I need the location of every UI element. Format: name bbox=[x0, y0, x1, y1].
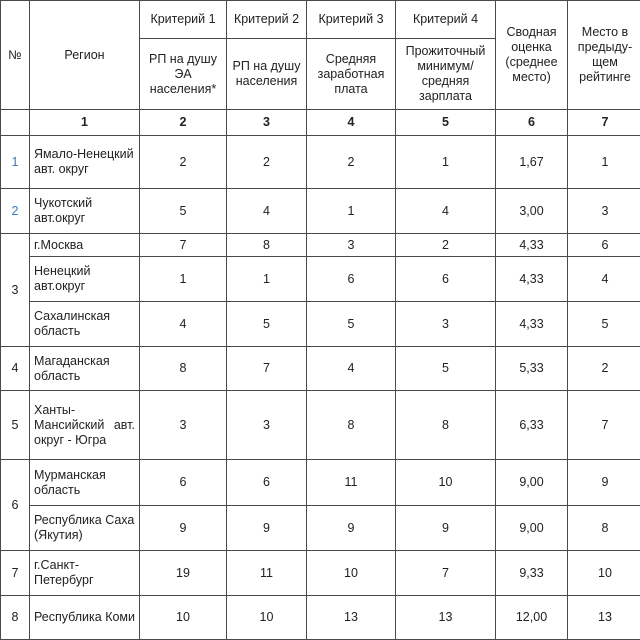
column-number: 6 bbox=[496, 110, 568, 136]
criterion-3-cell: 10 bbox=[307, 551, 396, 596]
criterion-3-cell: 5 bbox=[307, 302, 396, 347]
header-criterion-2: Критерий 2 bbox=[227, 1, 307, 39]
criterion-2-cell: 6 bbox=[227, 460, 307, 506]
region-cell: Республика Коми bbox=[30, 596, 140, 640]
header-criterion-1-desc: РП на душу ЭА населения* bbox=[140, 39, 227, 110]
criterion-1-cell: 19 bbox=[140, 551, 227, 596]
criterion-3-cell: 3 bbox=[307, 234, 396, 257]
summary-cell: 5,33 bbox=[496, 347, 568, 391]
header-summary: Сводная оценка (среднее место) bbox=[496, 1, 568, 110]
header-criterion-4-desc: Прожиточный минимум/ средняя зарплата bbox=[396, 39, 496, 110]
criterion-1-cell: 1 bbox=[140, 257, 227, 302]
previous-place-cell: 9 bbox=[568, 460, 640, 506]
column-number: 3 bbox=[227, 110, 307, 136]
criterion-4-cell: 4 bbox=[396, 189, 496, 234]
table-row bbox=[1, 257, 640, 302]
criterion-2-cell: 1 bbox=[227, 257, 307, 302]
header-previous-place: Место в предыду-щем рейтинге bbox=[568, 1, 640, 110]
criterion-3-cell: 11 bbox=[307, 460, 396, 506]
summary-cell: 9,33 bbox=[496, 551, 568, 596]
table-row bbox=[1, 391, 640, 460]
summary-cell: 1,67 bbox=[496, 136, 568, 189]
criterion-2-cell: 2 bbox=[227, 136, 307, 189]
criterion-4-cell: 13 bbox=[396, 596, 496, 640]
criterion-1-cell: 4 bbox=[140, 302, 227, 347]
summary-cell: 4,33 bbox=[496, 257, 568, 302]
column-number: 2 bbox=[140, 110, 227, 136]
rank-cell: 1 bbox=[1, 136, 30, 189]
table-row bbox=[1, 551, 640, 596]
criterion-4-cell: 1 bbox=[396, 136, 496, 189]
column-number: 4 bbox=[307, 110, 396, 136]
header-row-criteria bbox=[1, 1, 640, 39]
criterion-4-cell: 8 bbox=[396, 391, 496, 460]
region-cell: г.Санкт-Петербург bbox=[30, 551, 140, 596]
header-region: Регион bbox=[30, 1, 140, 110]
criterion-4-cell: 10 bbox=[396, 460, 496, 506]
criterion-2-cell: 3 bbox=[227, 391, 307, 460]
summary-cell: 4,33 bbox=[496, 234, 568, 257]
rank-cell: 4 bbox=[1, 347, 30, 391]
rank-cell: 6 bbox=[1, 460, 30, 551]
criterion-3-cell: 8 bbox=[307, 391, 396, 460]
criterion-1-cell: 10 bbox=[140, 596, 227, 640]
header-criterion-3-desc: Средняя заработная плата bbox=[307, 39, 396, 110]
column-number: 7 bbox=[568, 110, 640, 136]
table-row bbox=[1, 460, 640, 506]
header-criterion-4: Критерий 4 bbox=[396, 1, 496, 39]
region-cell: Чукотский авт.округ bbox=[30, 189, 140, 234]
previous-place-cell: 2 bbox=[568, 347, 640, 391]
criterion-4-cell: 3 bbox=[396, 302, 496, 347]
rank-cell: 5 bbox=[1, 391, 30, 460]
previous-place-cell: 1 bbox=[568, 136, 640, 189]
table-row bbox=[1, 596, 640, 640]
criterion-2-cell: 8 bbox=[227, 234, 307, 257]
column-number: 5 bbox=[396, 110, 496, 136]
criterion-3-cell: 13 bbox=[307, 596, 396, 640]
summary-cell: 4,33 bbox=[496, 302, 568, 347]
criterion-2-cell: 5 bbox=[227, 302, 307, 347]
header-criterion-1: Критерий 1 bbox=[140, 1, 227, 39]
summary-cell: 9,00 bbox=[496, 460, 568, 506]
summary-cell: 3,00 bbox=[496, 189, 568, 234]
criterion-2-cell: 11 bbox=[227, 551, 307, 596]
column-number: 1 bbox=[30, 110, 140, 136]
criterion-1-cell: 3 bbox=[140, 391, 227, 460]
criterion-4-cell: 9 bbox=[396, 506, 496, 551]
region-cell: Ямало-Ненецкий авт. округ bbox=[30, 136, 140, 189]
criterion-4-cell: 2 bbox=[396, 234, 496, 257]
table-row bbox=[1, 302, 640, 347]
summary-cell: 12,00 bbox=[496, 596, 568, 640]
header-criterion-3: Критерий 3 bbox=[307, 1, 396, 39]
region-cell: Магаданская область bbox=[30, 347, 140, 391]
table-row bbox=[1, 234, 640, 257]
criterion-4-cell: 5 bbox=[396, 347, 496, 391]
previous-place-cell: 5 bbox=[568, 302, 640, 347]
region-cell: г.Москва bbox=[30, 234, 140, 257]
criterion-1-cell: 8 bbox=[140, 347, 227, 391]
criterion-3-cell: 9 bbox=[307, 506, 396, 551]
rank-cell: 2 bbox=[1, 189, 30, 234]
region-cell: Республика Саха (Якутия) bbox=[30, 506, 140, 551]
previous-place-cell: 6 bbox=[568, 234, 640, 257]
criterion-3-cell: 1 bbox=[307, 189, 396, 234]
region-cell: Сахалинская область bbox=[30, 302, 140, 347]
criterion-2-cell: 9 bbox=[227, 506, 307, 551]
previous-place-cell: 13 bbox=[568, 596, 640, 640]
rank-cell: 7 bbox=[1, 551, 30, 596]
table-row bbox=[1, 506, 640, 551]
criterion-4-cell: 6 bbox=[396, 257, 496, 302]
previous-place-cell: 7 bbox=[568, 391, 640, 460]
criterion-1-cell: 9 bbox=[140, 506, 227, 551]
table-row bbox=[1, 189, 640, 234]
criterion-1-cell: 6 bbox=[140, 460, 227, 506]
criterion-3-cell: 4 bbox=[307, 347, 396, 391]
criterion-2-cell: 7 bbox=[227, 347, 307, 391]
criterion-2-cell: 10 bbox=[227, 596, 307, 640]
table-row bbox=[1, 136, 640, 189]
summary-cell: 6,33 bbox=[496, 391, 568, 460]
column-number-blank bbox=[1, 110, 30, 136]
region-cell: Мурманская область bbox=[30, 460, 140, 506]
criterion-1-cell: 2 bbox=[140, 136, 227, 189]
criterion-3-cell: 6 bbox=[307, 257, 396, 302]
rank-cell: 3 bbox=[1, 234, 30, 347]
summary-cell: 9,00 bbox=[496, 506, 568, 551]
header-criterion-2-desc: РП на душу населения bbox=[227, 39, 307, 110]
previous-place-cell: 8 bbox=[568, 506, 640, 551]
criterion-3-cell: 2 bbox=[307, 136, 396, 189]
region-cell: Ханты-Мансийский авт. округ - Югра bbox=[30, 391, 140, 460]
previous-place-cell: 10 bbox=[568, 551, 640, 596]
column-number-row bbox=[1, 110, 640, 136]
previous-place-cell: 4 bbox=[568, 257, 640, 302]
criterion-1-cell: 7 bbox=[140, 234, 227, 257]
table-row bbox=[1, 347, 640, 391]
region-cell: Ненецкий авт.округ bbox=[30, 257, 140, 302]
criterion-1-cell: 5 bbox=[140, 189, 227, 234]
header-num: № bbox=[1, 1, 30, 110]
rank-cell: 8 bbox=[1, 596, 30, 640]
criterion-4-cell: 7 bbox=[396, 551, 496, 596]
criterion-2-cell: 4 bbox=[227, 189, 307, 234]
previous-place-cell: 3 bbox=[568, 189, 640, 234]
